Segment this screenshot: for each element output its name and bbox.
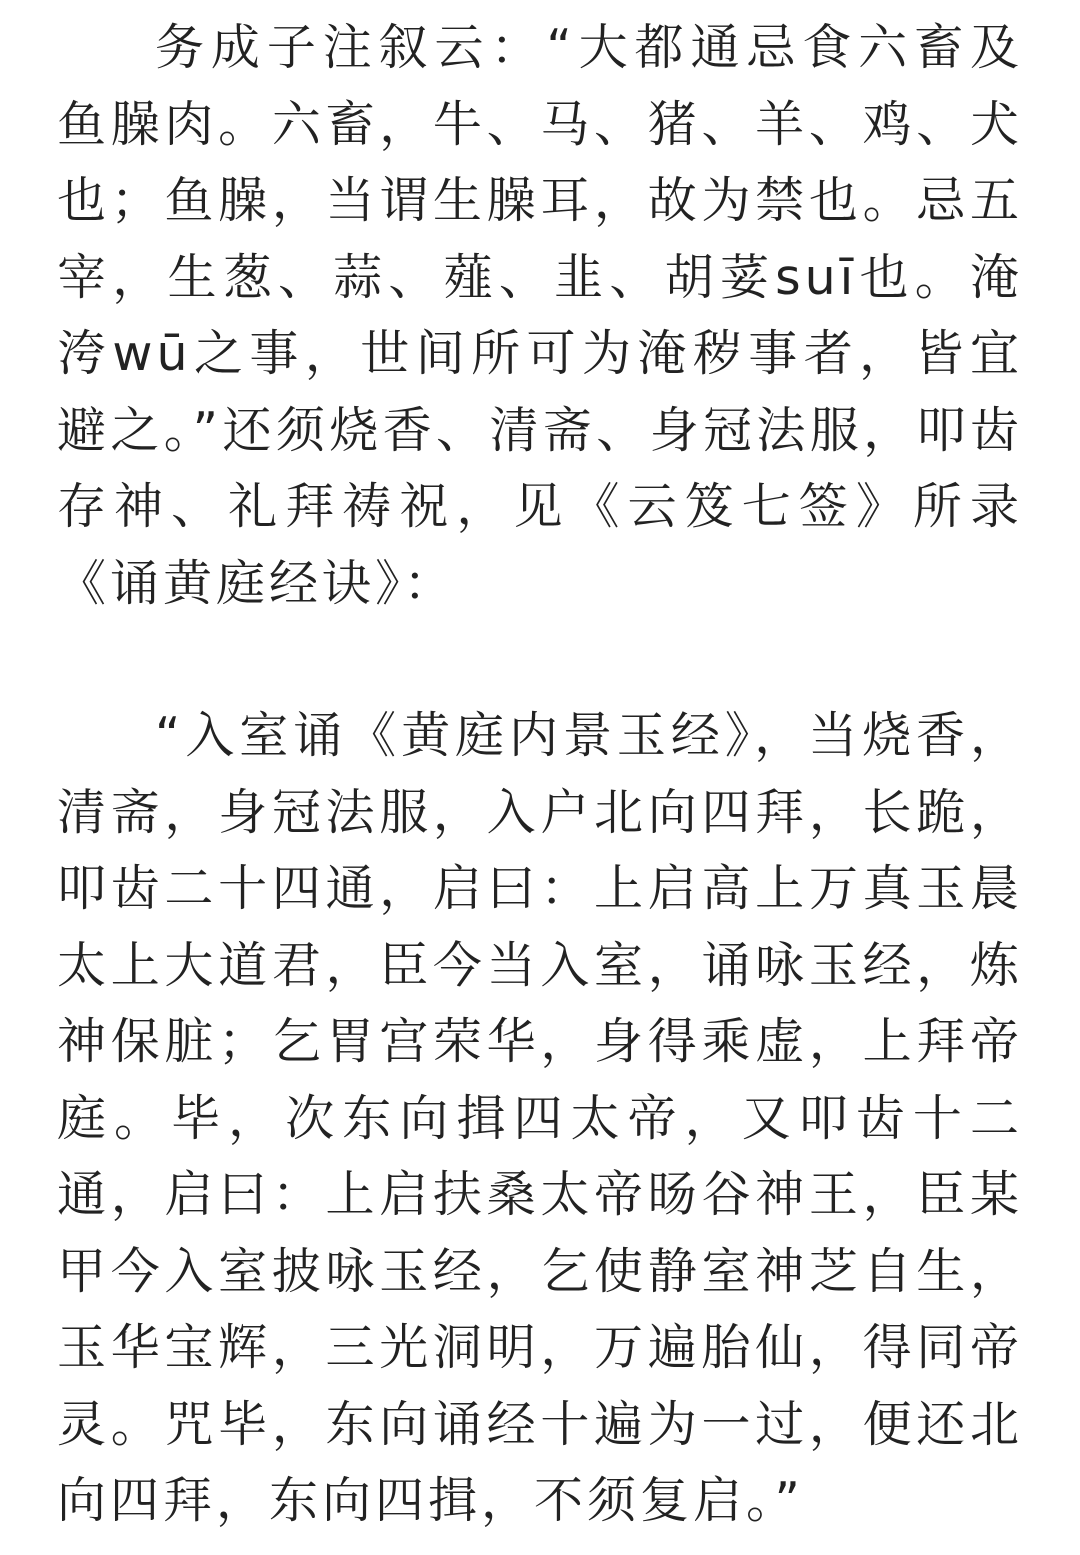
article-body bbox=[57, 10, 1023, 1540]
paragraph-spacer bbox=[57, 622, 1023, 698]
paragraph-commentary: 务成子注叙云：“大都通忌食六畜及鱼臊肉。六畜，牛、马、猪、羊、鸡、犬也；鱼臊，当谓生臊耳，故为禁也。忌五宰，生葱、蒜、薤、韭、胡荽suī也。淹洿wū之事，世间所可为淹秽事者，皆宜避之。”还须烧香、清斋、身冠法服，叩齿存神、礼拜祷祝，见《云笈七签》所录《诵黄庭经诀》： bbox=[57, 19, 1023, 612]
paragraph-quotation: “入室诵《黄庭内景玉经》，当烧香，清斋，身冠法服，入户北向四拜，长跪，叩齿二十四通，启曰：上启高上万真玉晨太上大道君，臣今当入室，诵咏玉经，炼神保脏；乞胃宫荣华，身得乘虚，上拜帝庭。毕，次东向揖四太帝，又叩齿十二通，启曰：上启扶桑太帝旸谷神王，臣某甲今入室披咏玉经，乞使静室神芝自生，玉华宝辉，三光洞明，万遍胎仙，得同帝灵。咒毕，东向诵经十遍为一过，便还北向四拜，东向四揖，不须复启。” bbox=[57, 707, 1023, 1529]
